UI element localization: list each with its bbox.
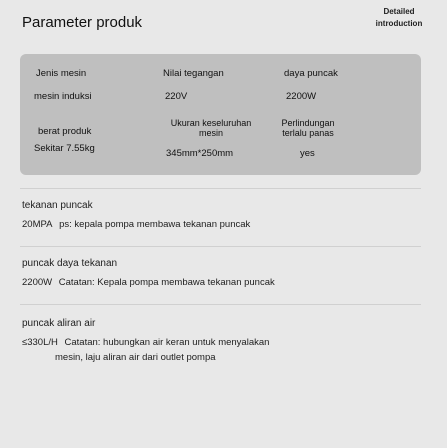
section-label: puncak aliran air <box>22 318 96 329</box>
ukuran-value: 345mm*250mm <box>166 148 234 159</box>
perlindungan-label <box>264 118 352 138</box>
perlindungan-label-line2: terlalu panas <box>282 128 334 138</box>
section-value: 2200W <box>22 277 53 288</box>
daya-puncak-label: daya puncak <box>284 68 338 79</box>
jenis-mesin-label: Jenis mesin <box>36 68 87 79</box>
ukuran-label <box>166 118 256 138</box>
berat-value: Sekitar 7.55kg <box>34 143 95 154</box>
section-label: puncak daya tekanan <box>22 258 118 269</box>
tegangan-label: Nilai tegangan <box>163 68 224 79</box>
daya-puncak-value: 2200W <box>286 91 317 102</box>
tab-detailed-introduction[interactable] <box>356 6 442 30</box>
page-title: Parameter produk <box>22 14 143 31</box>
divider <box>20 246 421 247</box>
section-description <box>22 335 432 365</box>
perlindungan-label-line1: Perlindungan <box>281 118 335 128</box>
berat-label: berat produk <box>38 126 92 137</box>
section-description <box>22 217 432 232</box>
section-value: ≤330L/H <box>22 337 58 348</box>
section-note: ps: kepala pompa membawa tekanan puncak <box>59 219 251 230</box>
tab-label-line1: Detailed <box>383 7 415 16</box>
jenis-mesin-value: mesin induksi <box>34 91 92 102</box>
parameter-panel <box>20 54 421 175</box>
ukuran-label-line1: Ukuran keseluruhan <box>170 118 252 128</box>
section-note: Catatan: hubungkan air keran untuk menyalakan <box>64 337 270 348</box>
section-tekanan-puncak <box>22 200 432 232</box>
perlindungan-value: yes <box>300 148 315 159</box>
tab-label-line2: introduction <box>375 19 423 28</box>
header <box>0 0 447 48</box>
section-description <box>22 275 432 290</box>
section-puncak-daya <box>22 258 432 290</box>
tegangan-value: 220V <box>165 91 188 102</box>
divider <box>20 188 421 189</box>
section-note-line2: mesin, laju aliran air dari outlet pompa <box>55 352 216 363</box>
ukuran-label-line2: mesin <box>198 128 223 138</box>
section-value: 20MPA <box>22 219 53 230</box>
section-puncak-aliran <box>22 318 432 365</box>
section-note: Catatan: Kepala pompa membawa tekanan puncak <box>58 277 275 288</box>
divider <box>20 304 421 305</box>
section-label: tekanan puncak <box>22 200 93 211</box>
